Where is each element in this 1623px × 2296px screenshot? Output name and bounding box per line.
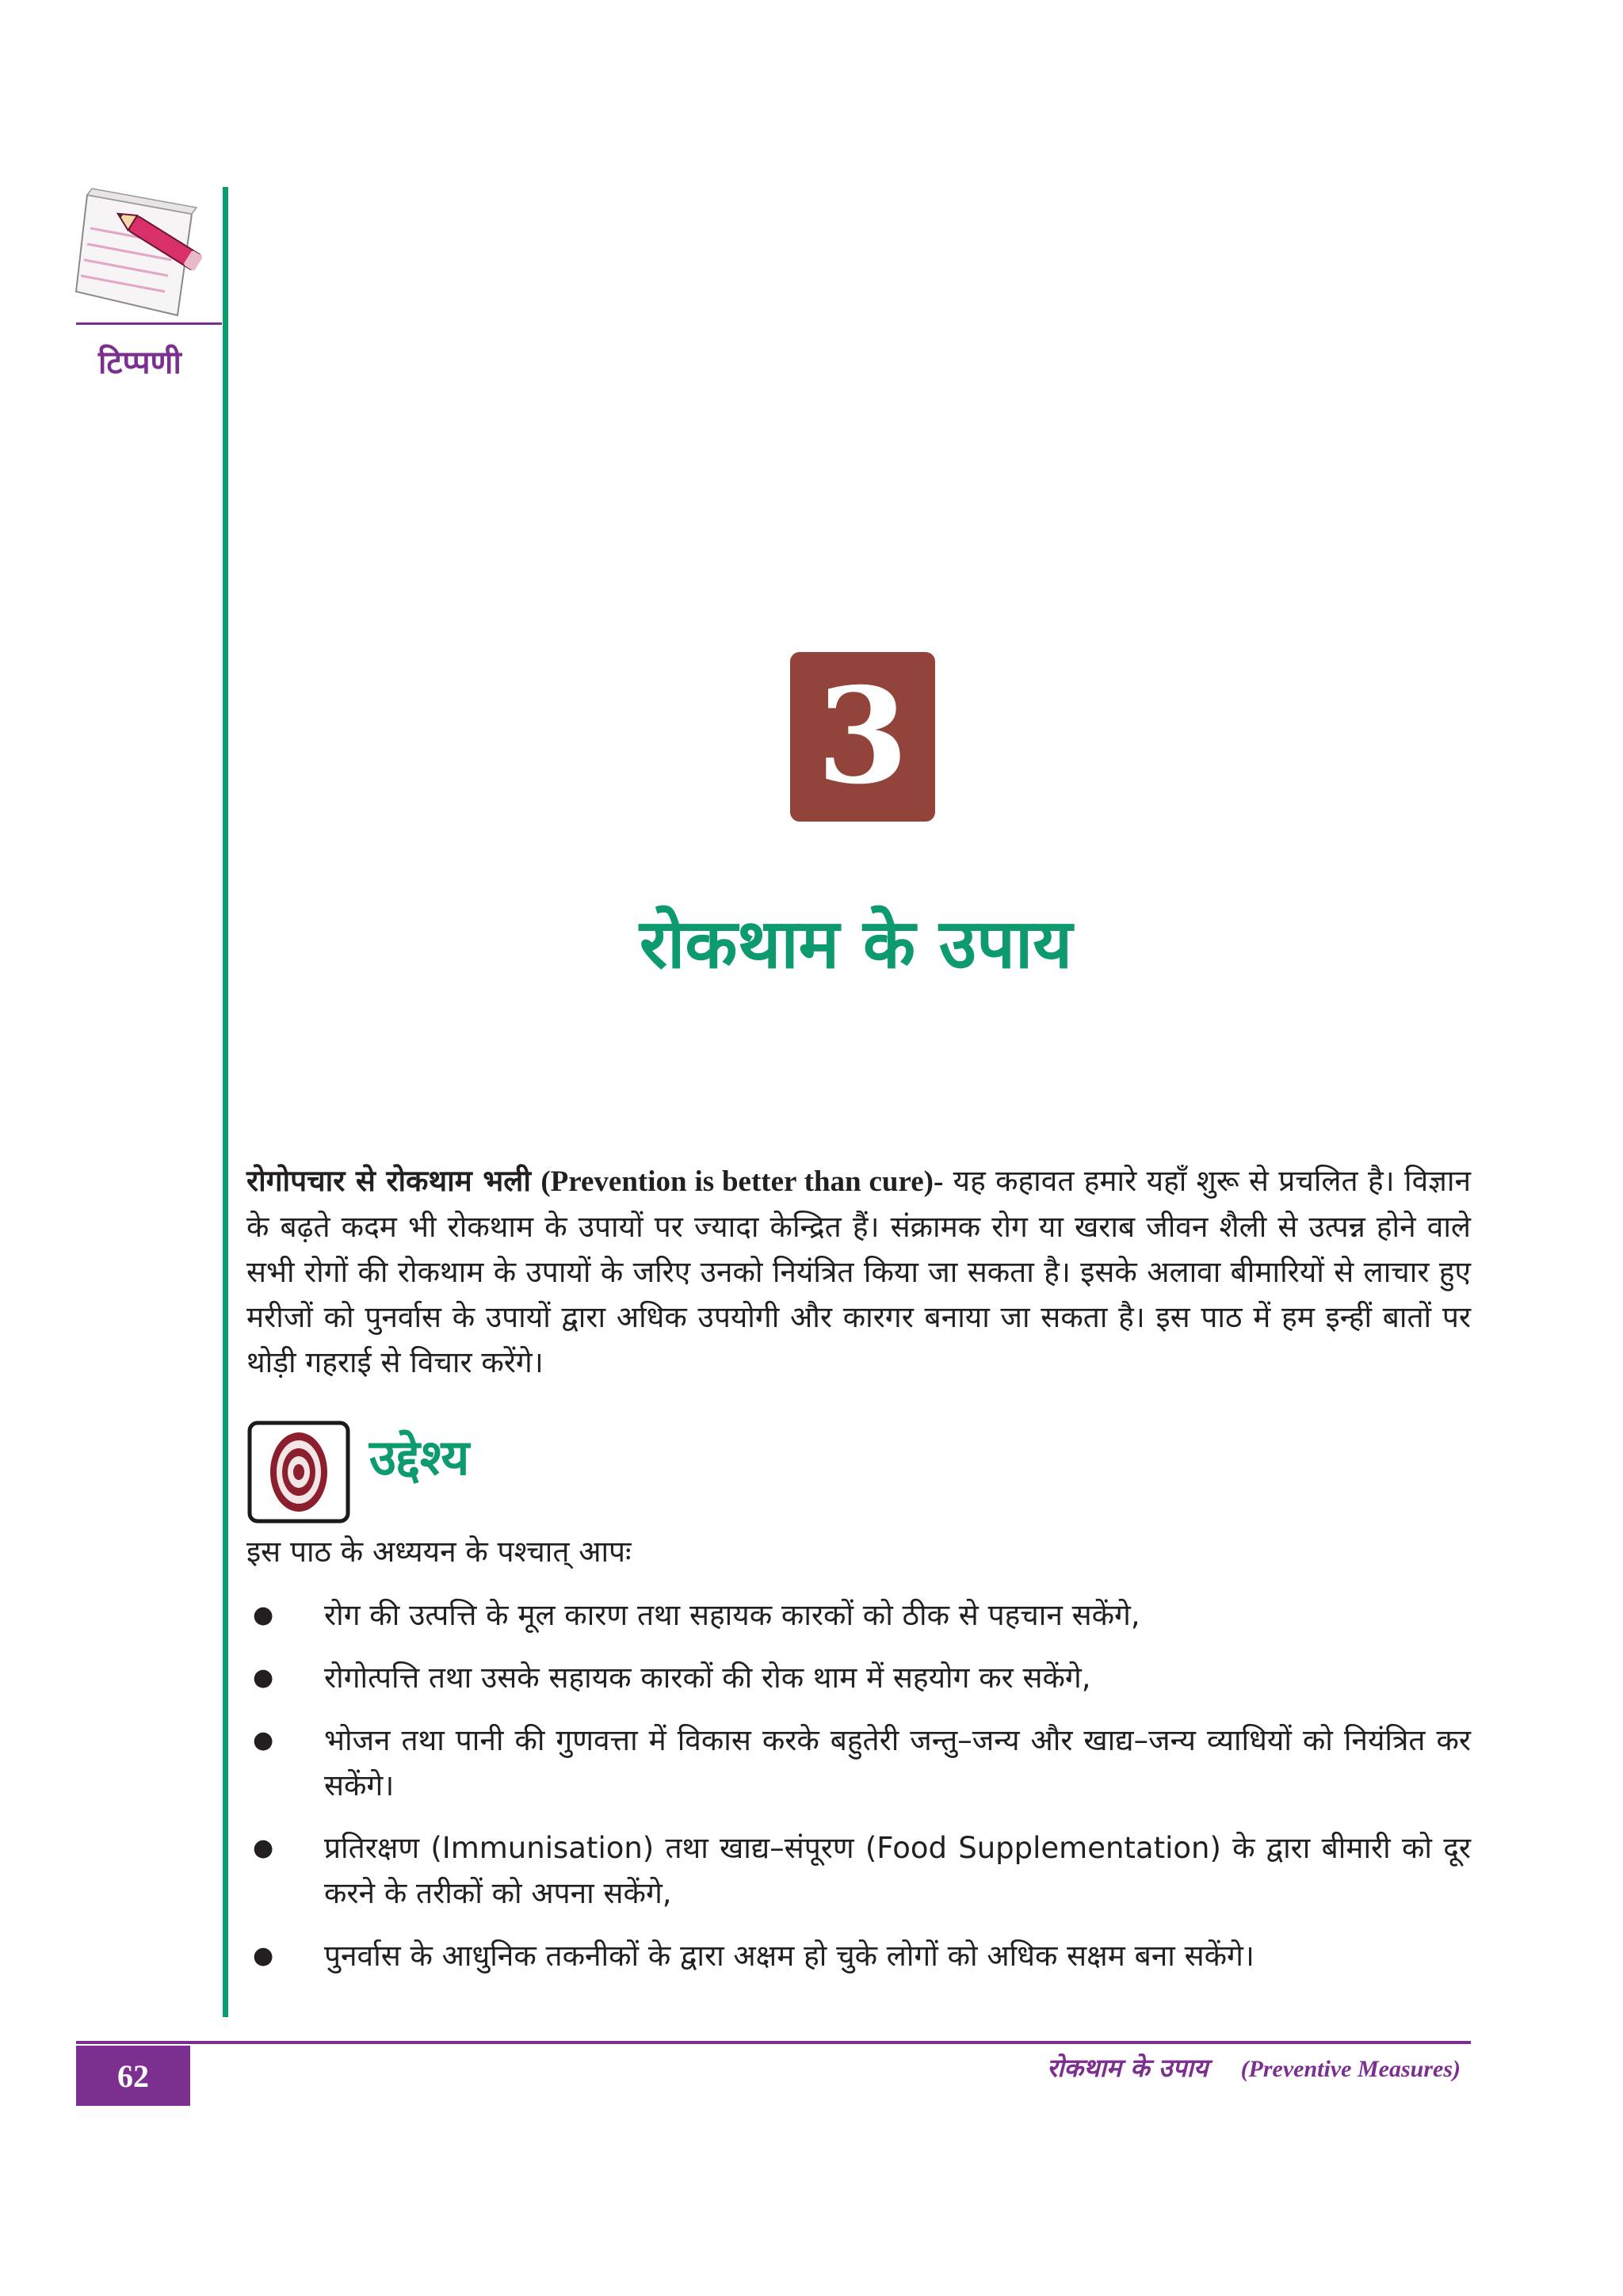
objective-text: रोग की उत्पत्ति के मूल कारण तथा सहायक कारकों को ठीक से पहचान सकेंगे, xyxy=(324,1598,1140,1632)
running-footer xyxy=(1047,2050,1461,2084)
objectives-intro: इस पाठ के अध्ययन के पश्चात् आपः xyxy=(246,1535,632,1569)
list-item xyxy=(246,1655,1471,1700)
target-icon xyxy=(247,1421,350,1524)
footer-title-english: (Preventive Measures) xyxy=(1240,2056,1461,2082)
objective-text: रोगोत्पत्ति तथा उसके सहायक कारकों की रोक थाम में सहयोग कर सकेंगे, xyxy=(324,1661,1091,1695)
bullet-icon: ● xyxy=(253,1942,274,1970)
bullet-icon: ● xyxy=(253,1601,274,1629)
bullet-icon: ● xyxy=(253,1664,274,1691)
sidebar-notes-label: टिप्पणी xyxy=(98,345,181,381)
list-item xyxy=(246,1592,1471,1638)
list-item xyxy=(246,1718,1471,1808)
intro-lead-english: (Prevention is better than cure)- xyxy=(540,1165,944,1198)
page-number: 62 xyxy=(117,2058,149,2094)
objectives-heading: उद्देश्य xyxy=(369,1428,470,1486)
chapter-number: 3 xyxy=(816,659,909,814)
objective-text: प्रतिरक्षण (Immunisation) तथा खाद्य–संपूरण (Food Supplementation) के द्वारा बीमारी को दूर करने के तरीकों को अपना सकेंगे, xyxy=(324,1831,1471,1910)
intro-body: यह कहावत हमारे यहाँ शुरू से प्रचलित है। विज्ञान के बढ़ते कदम भी रोकथाम के उपायों पर ज्यादा केन्द्रित हैं। संक्रामक रोग या खराब जीवन शैली से उत्पन्न होने वाले सभी रोगों की रोकथाम के उपायों के जरिए उनको नियंत्रित किया जा सकता है। इसके अलावा बीमारियों से लाचार हुए मरीजों को पुनर्वास के उपायों द्वारा अधिक उपयोगी और कारगर बनाया जा सकता है। इस पाठ में हम इन्हीं बातों पर थोड़ी गहराई से विचार करेंगे। xyxy=(246,1164,1471,1379)
chapter-title: रोकथाम के उपाय xyxy=(639,905,1073,984)
footer-divider xyxy=(76,2041,1471,2044)
bullet-icon: ● xyxy=(253,1726,274,1754)
sidebar-divider xyxy=(76,322,222,325)
objective-text: पुनर्वास के आधुनिक तकनीकों के द्वारा अक्षम हो चुके लोगों को अधिक सक्षम बना सकेंगे। xyxy=(324,1939,1254,1973)
chapter-number-badge xyxy=(790,652,935,822)
objectives-list xyxy=(246,1592,1471,1996)
page-number-badge xyxy=(76,2046,190,2106)
list-item xyxy=(246,1933,1471,1978)
bullet-icon: ● xyxy=(253,1834,274,1862)
objective-text: भोजन तथा पानी की गुणवत्ता में विकास करके बहुतेरी जन्तु–जन्य और खाद्य–जन्य व्याधियों को नियंत्रित कर सकेंगे। xyxy=(324,1723,1471,1802)
notebook-pencil-icon xyxy=(73,181,208,323)
list-item xyxy=(246,1825,1471,1916)
intro-paragraph xyxy=(246,1158,1471,1385)
margin-rule xyxy=(223,187,228,2017)
intro-lead-hindi: रोगोपचार से रोकथाम भली xyxy=(246,1164,531,1198)
footer-title-hindi: रोकथाम के उपाय xyxy=(1047,2053,1209,2083)
